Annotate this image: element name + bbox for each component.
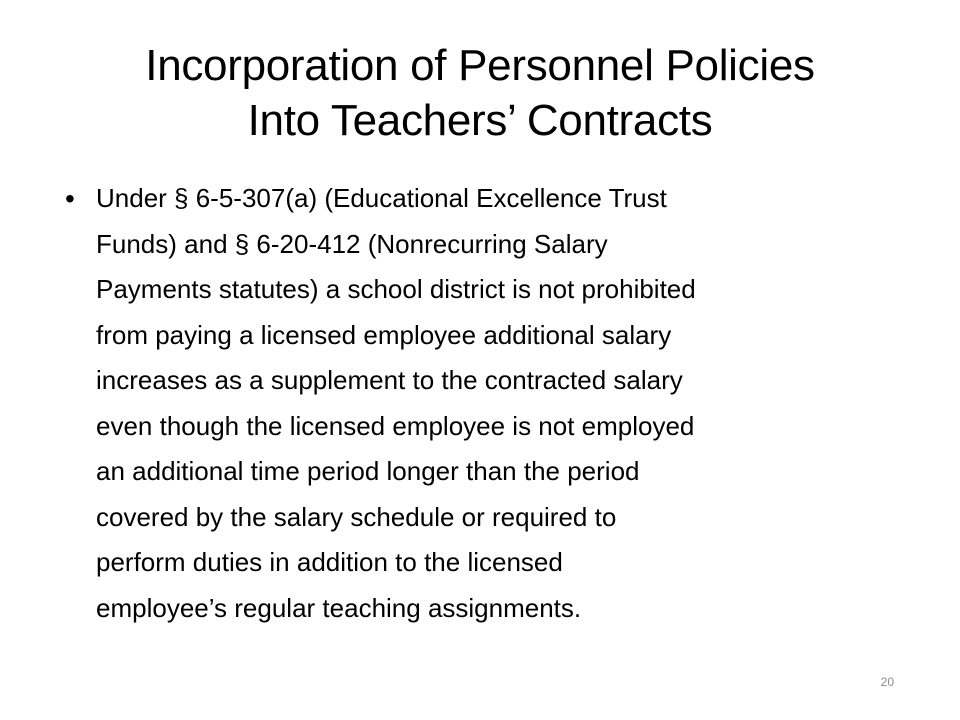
- bullet-line: perform duties in addition to the licensed: [96, 547, 563, 577]
- bullet-item: [66, 176, 896, 631]
- bullet-line: Funds) and § 6-20-412 (Nonrecurring Salary: [96, 228, 608, 259]
- bullet-line: employee’s regular teaching assignments.: [96, 592, 582, 623]
- bullet-marker: •: [65, 183, 75, 214]
- bullet-line: Payments statutes) a school district is not prohibited: [96, 274, 696, 304]
- bullet-line: increases as a supplement to the contracted salary: [96, 365, 683, 395]
- bullet-line: even though the licensed employee is not employed: [96, 410, 695, 441]
- slide-body: [66, 176, 896, 631]
- bullet-line: Under § 6-5-307(a) (Educational Excellence Trust: [96, 183, 667, 213]
- slide-title-line-2: Into Teachers’ Contracts: [247, 96, 713, 145]
- bullet-line: an additional time period longer than the period: [96, 456, 640, 486]
- bullet-text: [96, 176, 896, 631]
- slide-title: [66, 38, 894, 148]
- bullet-line: from paying a licensed employee additional salary: [96, 319, 672, 350]
- page-number: 20: [880, 675, 894, 689]
- bullet-line: covered by the salary schedule or required to: [96, 501, 617, 532]
- slide-title-line-1: Incorporation of Personnel Policies: [145, 41, 815, 90]
